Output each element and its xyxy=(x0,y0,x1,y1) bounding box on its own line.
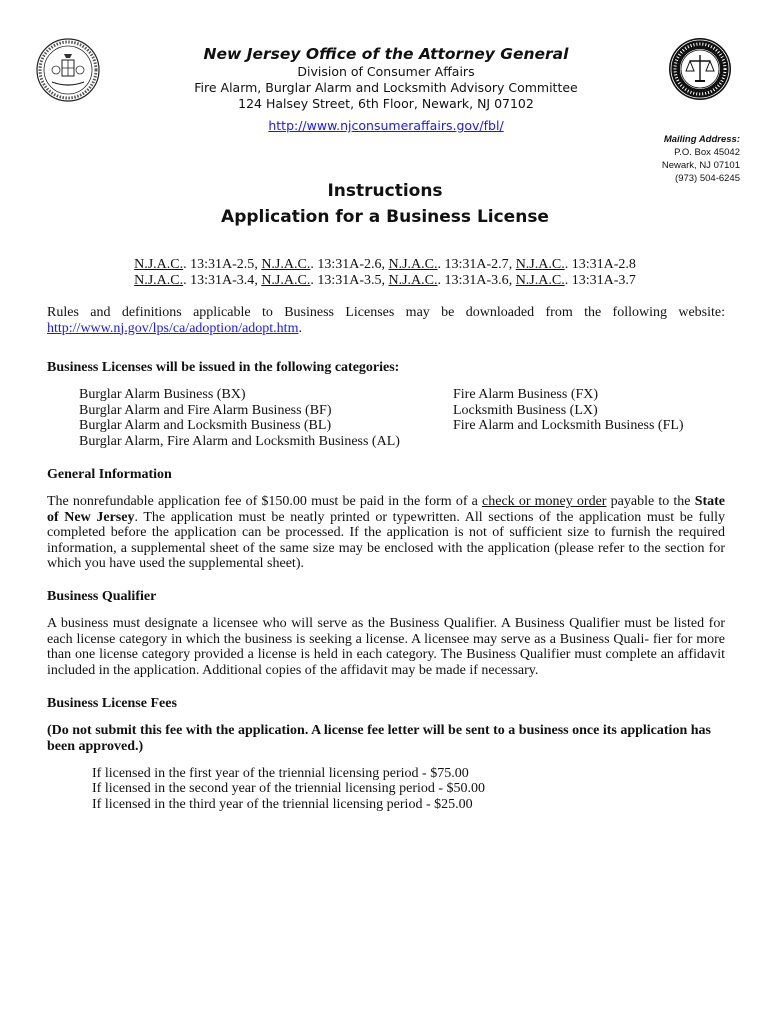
citation: 13:31A-2.8 xyxy=(571,257,636,272)
citation-abbr: N.J.A.C. xyxy=(388,273,438,288)
mailing-address-heading: Mailing Address: xyxy=(663,134,740,145)
committee-name: Fire Alarm, Burglar Alarm and Locksmith Advisory Committee xyxy=(194,80,578,95)
fee-line: If licensed in the third year of the triennial licensing period - $25.00 xyxy=(92,797,473,812)
fee-line: If licensed in the second year of the triennial licensing period - $50.00 xyxy=(92,781,486,796)
category-item: Locksmith Business (LX) xyxy=(453,402,598,418)
citation: 13:31A-3.7 xyxy=(571,273,636,288)
state-seal-icon xyxy=(36,38,100,102)
citation: 13:31A-2.5 xyxy=(190,257,255,272)
citation-abbr: N.J.A.C. xyxy=(515,257,565,272)
category-item: Burglar Alarm Business (BX) xyxy=(79,387,246,402)
citation: 13:31A-3.4 xyxy=(190,273,255,288)
rules-text: Rules and definitions applicable to Business Licenses may be downloaded from the following website: xyxy=(47,305,725,320)
fee-line: If licensed in the first year of the triennial licensing period - $75.00 xyxy=(92,766,469,781)
general-text: The nonrefundable application fee of $150.00 must be paid in the form of a xyxy=(47,494,478,509)
qualifier-paragraph: A business must designate a licensee who will serve as the Business Qualifier. A Business Qualifier must be listed for each license category in which the business is seeking a license. A licensee may serve as a Business Quali- fier for more than one license category provided a license is held in each category. The Business Qualifier must complete an affidavit included in the application. Additional copies of the affidavit may be made if necessary. xyxy=(47,616,725,678)
categories-heading: Business Licenses will be issued in the following categories: xyxy=(47,360,400,375)
categories-right-column xyxy=(453,387,684,434)
qualifier-heading: Business Qualifier xyxy=(47,589,157,604)
letterhead xyxy=(160,44,612,134)
division-name: Division of Consumer Affairs xyxy=(297,64,475,79)
general-text: . The application must be neatly printed or typewritten. All sections of the application must be fully completed before the application can be processed. If the application is not of sufficient size to furnish the required information, a supplemental sheet of the same size may be enclosed with the application (please refer to the section for which you have used the supplemental sheet). xyxy=(47,509,726,571)
citation-abbr: N.J.A.C. xyxy=(134,257,184,272)
payment-method: check or money order xyxy=(482,494,607,509)
po-box: P.O. Box 45042 xyxy=(674,147,740,158)
rules-paragraph xyxy=(47,305,725,336)
general-info-heading: General Information xyxy=(47,467,172,482)
office-name: New Jersey Office of the Attorney General xyxy=(203,45,569,63)
citation-abbr: N.J.A.C. xyxy=(261,273,311,288)
category-item: Burglar Alarm, Fire Alarm and Locksmith Business (AL) xyxy=(79,433,400,449)
phone-number: (973) 504-6245 xyxy=(675,173,740,184)
citation-row-1: N.J.A.C.. 13:31A-2.5, N.J.A.C.. 13:31A-2.6, N.J.A.C.. 13:31A-2.7, N.J.A.C.. 13:31A-2.8 xyxy=(134,257,636,272)
citation: 13:31A-2.7 xyxy=(444,257,509,272)
title-instructions: Instructions xyxy=(327,181,443,201)
general-info-paragraph xyxy=(47,494,725,572)
committee-website-link[interactable]: http://www.njconsumeraffairs.gov/fbl/ xyxy=(268,118,504,133)
rules-download-link[interactable]: http://www.nj.gov/lps/ca/adoption/adopt.htm xyxy=(47,320,299,336)
citation-abbr: N.J.A.C. xyxy=(515,273,565,288)
fees-note: (Do not submit this fee with the application. A license fee letter will be sent to a business once its application has been approved.) xyxy=(47,723,711,754)
categories-left-column xyxy=(79,387,400,449)
committee-seal-icon xyxy=(668,37,732,101)
citation: 13:31A-2.6 xyxy=(317,257,382,272)
document-title xyxy=(0,178,768,230)
category-item: Burglar Alarm and Fire Alarm Business (BF) xyxy=(79,402,332,418)
fees-heading: Business License Fees xyxy=(47,696,177,711)
rules-tail: . xyxy=(298,320,302,336)
category-item: Burglar Alarm and Locksmith Business (BL) xyxy=(79,418,332,433)
payee-name: State of New Jersey xyxy=(47,494,726,525)
citation-abbr: N.J.A.C. xyxy=(388,257,438,272)
regulation-citations xyxy=(0,257,768,289)
category-item: Fire Alarm Business (FX) xyxy=(453,387,599,402)
general-text: payable to the xyxy=(610,494,691,509)
citation: 13:31A-3.5 xyxy=(317,273,382,288)
title-application: Application for a Business License xyxy=(221,207,549,227)
citation-abbr: N.J.A.C. xyxy=(261,257,311,272)
mailing-city: Newark, NJ 07101 xyxy=(661,160,740,171)
citation-row-2: N.J.A.C.. 13:31A-3.4, N.J.A.C.. 13:31A-3.5, N.J.A.C.. 13:31A-3.6, N.J.A.C.. 13:31A-3.7 xyxy=(134,273,636,288)
office-address: 124 Halsey Street, 6th Floor, Newark, NJ 07102 xyxy=(238,96,534,111)
category-item: Fire Alarm and Locksmith Business (FL) xyxy=(453,418,684,433)
citation: 13:31A-3.6 xyxy=(444,273,509,288)
citation-abbr: N.J.A.C. xyxy=(134,273,184,288)
